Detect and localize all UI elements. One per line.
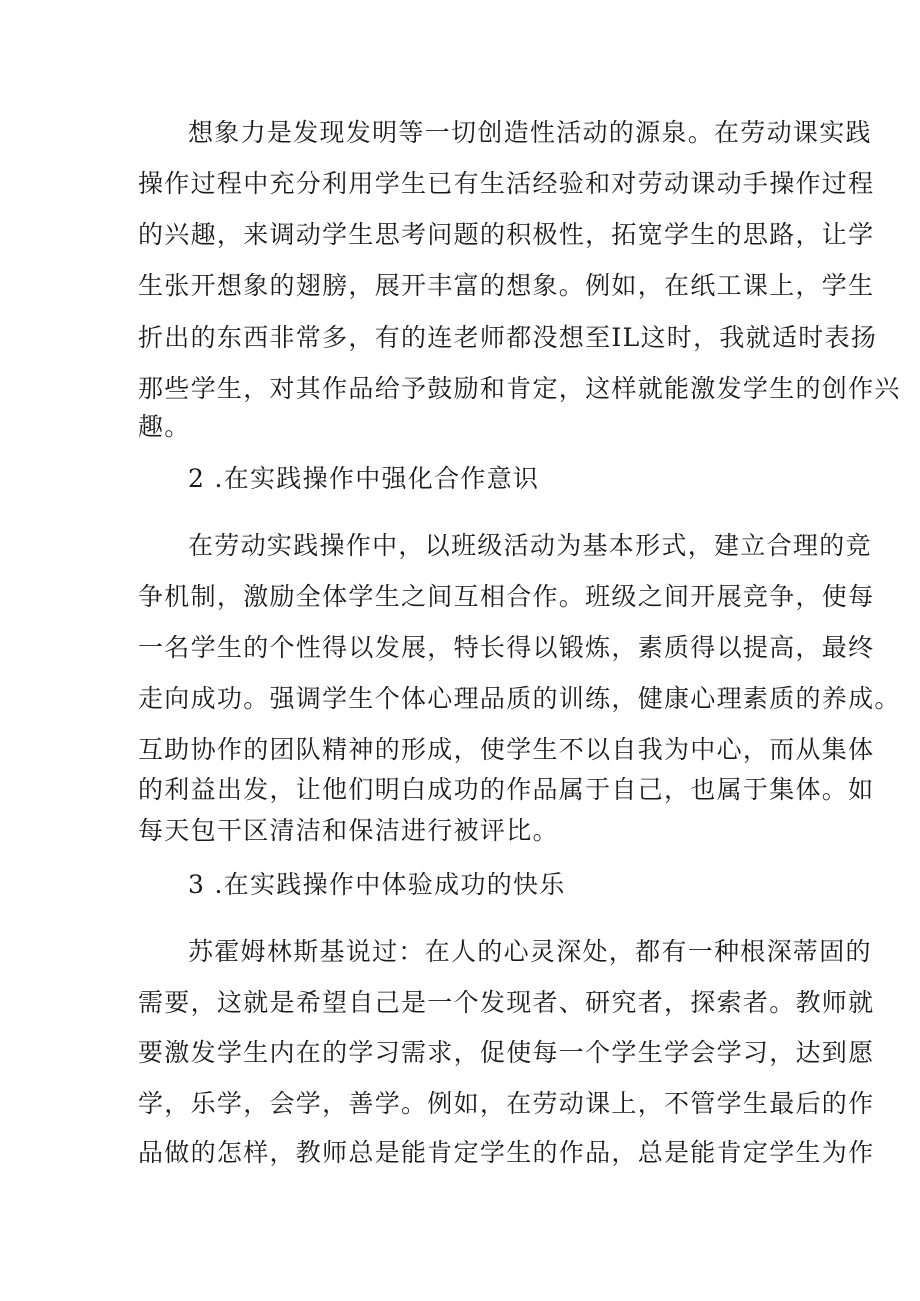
paragraph-3-line-2: 需要，这就是希望自己是一个发现者、研究者，探索者。教师就 <box>138 988 875 1017</box>
paragraph-3-line-4: 学，乐学，会学，善学。例如，在劳动课上，不管学生最后的作 <box>138 1089 875 1118</box>
paragraph-1-line-1: 想象力是发现发明等一切创造性活动的源泉。在劳动课实践 <box>188 118 872 147</box>
paragraph-3-line-5: 品做的怎样，教师总是能肯定学生的作品，总是能肯定学生为作 <box>138 1138 875 1167</box>
paragraph-1-line-5: 折出的东西非常多，有的连老师都没想至IL这时，我就适时表扬 <box>138 323 878 352</box>
paragraph-1-line-3: 的兴趣，来调动学生思考问题的积极性，拓宽学生的思路，让学 <box>138 220 875 249</box>
section-heading-3: 3 .在实践操作中体验成功的快乐 <box>188 870 566 899</box>
paragraph-1-line-4: 生张开想象的翅膀，展开丰富的想象。例如，在纸工课上，学生 <box>138 271 875 300</box>
paragraph-1-line-2: 操作过程中充分利用学生已有生活经验和对劳动课动手操作过程 <box>138 169 875 198</box>
paragraph-2-line-5: 互助协作的团队精神的形成，使学生不以自我为中心，而从集体 <box>138 735 875 764</box>
paragraph-2-line-4: 走向成功。强调学生个体心理品质的训练，健康心理素质的养成。 <box>138 684 901 713</box>
paragraph-2-line-2: 争机制，激励全体学生之间互相合作。班级之间开展竞争，使每 <box>138 582 875 611</box>
paragraph-2-line-3: 一名学生的个性得以发展，特长得以锻炼，素质得以提高，最终 <box>138 633 875 662</box>
paragraph-2-line-6: 的利益出发，让他们明白成功的作品属于自己，也属于集体。如 <box>138 775 875 804</box>
paragraph-2-line-1: 在劳动实践操作中，以班级活动为基本形式，建立合理的竞 <box>188 531 872 560</box>
paragraph-3-line-3: 要激发学生内在的学习需求，促使每一个学生学会学习，达到愿 <box>138 1038 875 1067</box>
paragraph-2-line-7: 每天包干区清洁和保洁进行被评比。 <box>138 816 559 845</box>
paragraph-1-line-7: 趣。 <box>138 412 191 441</box>
paragraph-1-line-6: 那些学生，对其作品给予鼓励和肯定，这样就能激发学生的创作兴 <box>138 374 901 403</box>
paragraph-3-line-1: 苏霍姆林斯基说过：在人的心灵深处，都有一种根深蒂固的 <box>188 937 872 966</box>
section-heading-2: 2 .在实践操作中强化合作意识 <box>188 464 540 493</box>
